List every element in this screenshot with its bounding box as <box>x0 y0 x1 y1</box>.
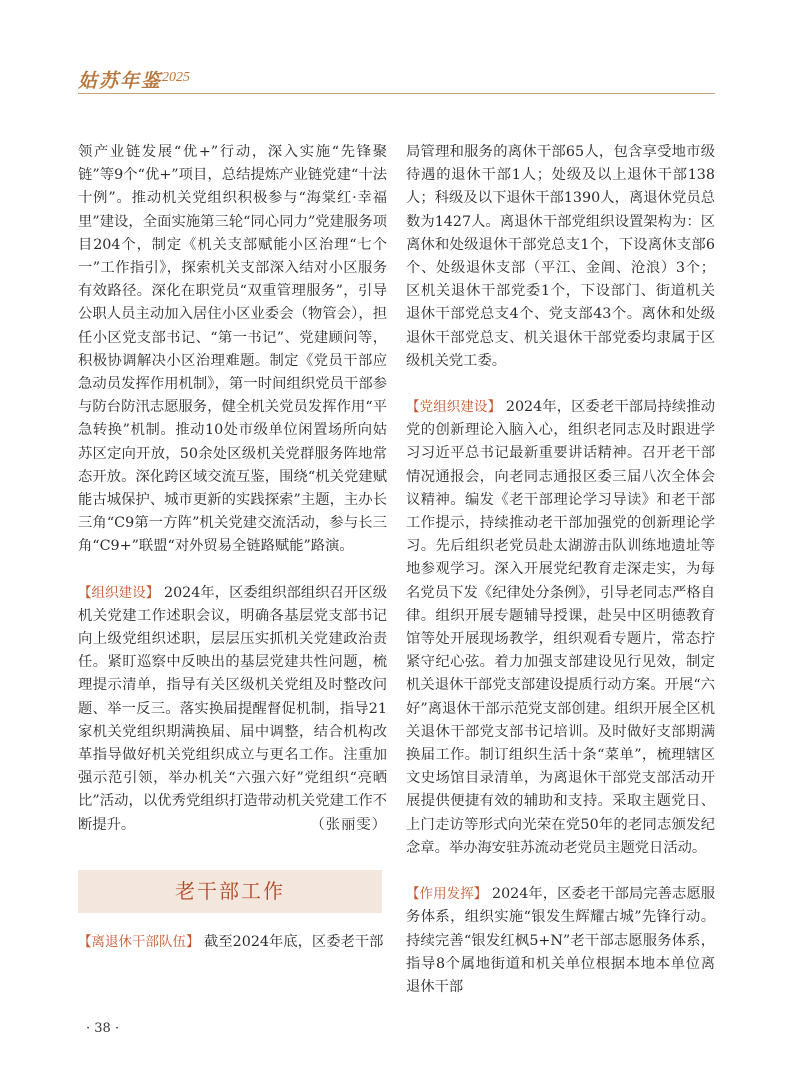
paragraph-text: 2024年，区委老干部局持续推动党的创新理论入脑入心，组织老同志及时跟进学习习近平总书记最新重要讲话精神。召开老干部情况通报会，向老同志通报区委三届八次全体会议精神。编发《老干部理论学习导读》和老干部工作提示，持续推动老干部加强党的创新理论学习。先后组织老党员赴太湖游击队训练地遗址等地参观学习。深入开展党纪教育走深走实，为每名党员下发《纪律处分条例》，引导老同志严格自律。组织开展专题辅导授课，赴吴中区明德教育馆等处开展现场教学，组织观看专题片，常态拧紧守纪心弦。着力加强支部建设见行见效，制定机关退休干部党支部建设提质行动方案。开展“六好”离退休干部示范党支部创建。组织开展全区机关退休干部党支部书记培训。及时做好支部期满换届工作。制订组织生活十条“菜单”，梳理辖区文史场馆目录清单，为离退休干部党支部活动开展提供便捷有效的辅助和支持。采取主题党日、上门走访等形式向光荣在党50年的老同志颁发纪念章。举办海安驻苏流动老党员主题党日活动。 <box>406 399 716 856</box>
section-tag: 【组织建设】 <box>78 584 160 601</box>
paragraph-organization-building <box>78 582 387 837</box>
yearbook-year: 2025 <box>162 70 190 85</box>
page-number: · 38 · <box>86 1021 120 1036</box>
paragraph-text: 2024年，区委老干部局完善志愿服务体系，组织实施“银发生辉耀古城”先锋行动。持续完善“银发红枫5+N”老干部志愿服务体系，指导8个属地街道和机关单位根据本地本单位离退休干部 <box>406 886 716 995</box>
section-heading-banner: 老干部工作 <box>78 870 382 913</box>
section-tag: 【党组织建设】 <box>406 399 502 416</box>
header-divider <box>78 93 715 94</box>
section-tag: 【作用发挥】 <box>406 886 488 903</box>
paragraph-continued: 局管理和服务的离休干部65人，包含享受地市级待遇的退休干部1人；处级及以上退休干部138人；科级及以下退休干部1390人，离退休党员总数为1427人。离退休干部党组织设置架构为：区离休和处级退休干部党总支1个，下设离休支部6个、处级退休支部（平江、金阊、沧浪）3个；区机关退休干部党委1个，下设部门、街道机关退休干部党总支4个、党支部43个。离休和处级退休干部党总支、机关退休干部党委均隶属于区级机关党工委。 <box>406 144 715 369</box>
paragraph-party-building <box>406 396 715 860</box>
paragraph-role-playing <box>406 883 715 999</box>
left-column <box>78 141 387 954</box>
paragraph-text: 2024年，区委组织部组织召开区级机关党建工作述职会议，明确各基层党支部书记向上级党组织述职，层层压实抓机关党建政治责任。紧盯巡察中反映出的基层党建共性问题，梳理提示清单，指导有关区级机关党组及时整改问题、举一反三。落实换届提醒督促机制，指导21家机关党组织期满换届、届中调整，结合机构改革指导做好机关党组织成立与更名工作。注重加强示范引领，举办机关“六强六好”党组织“亮晒比”活动，以优秀党组织打造带动机关党建工作不断提升。 <box>78 584 388 833</box>
paragraph-retired-cadres <box>78 931 387 954</box>
section-tag: 【离退休干部队伍】 <box>78 933 200 950</box>
right-column <box>406 141 715 999</box>
yearbook-title: 姑苏年鉴 <box>78 70 163 92</box>
paragraph-continued: 领产业链发展“优+”行动，深入实施“先锋聚链”等9个“优+”项目，总结提炼产业链党建“十法十例”。推动机关党组织积极参与“海棠红·幸福里”建设，全面实施第三轮“同心同力”党建服务项目204个，制定《机关支部赋能小区治理“七个一”工作指引》，探索机关支部深入结对小区服务有效路径。深化在职党员“双重管理服务”，引导公职人员主动加入居住小区业委会（物管会），担任小区党支部书记、“第一书记”、党建顾问等，积极协调解决小区治理难题。制定《党员干部应急动员发挥作用机制》，第一时间组织党员干部参与防台防汛志愿服务，健全机关党员发挥作用“平急转换”机制。推动10处市级单位闲置场所向姑苏区定向开放，50余处区级机关党群服务阵地常态开放。深化跨区域交流互鉴，围绕“机关党建赋能古城保护、城市更新的实践探索”主题，主办长三角“C9第一方阵”机关党建交流活动，参与长三角“C9+”联盟“对外贸易全链路赋能”路演。 <box>78 144 387 555</box>
paragraph-text: 截至2024年底，区委老干部 <box>204 933 384 950</box>
author-signature: （张丽雯） <box>310 816 387 833</box>
page-header <box>0 0 793 96</box>
